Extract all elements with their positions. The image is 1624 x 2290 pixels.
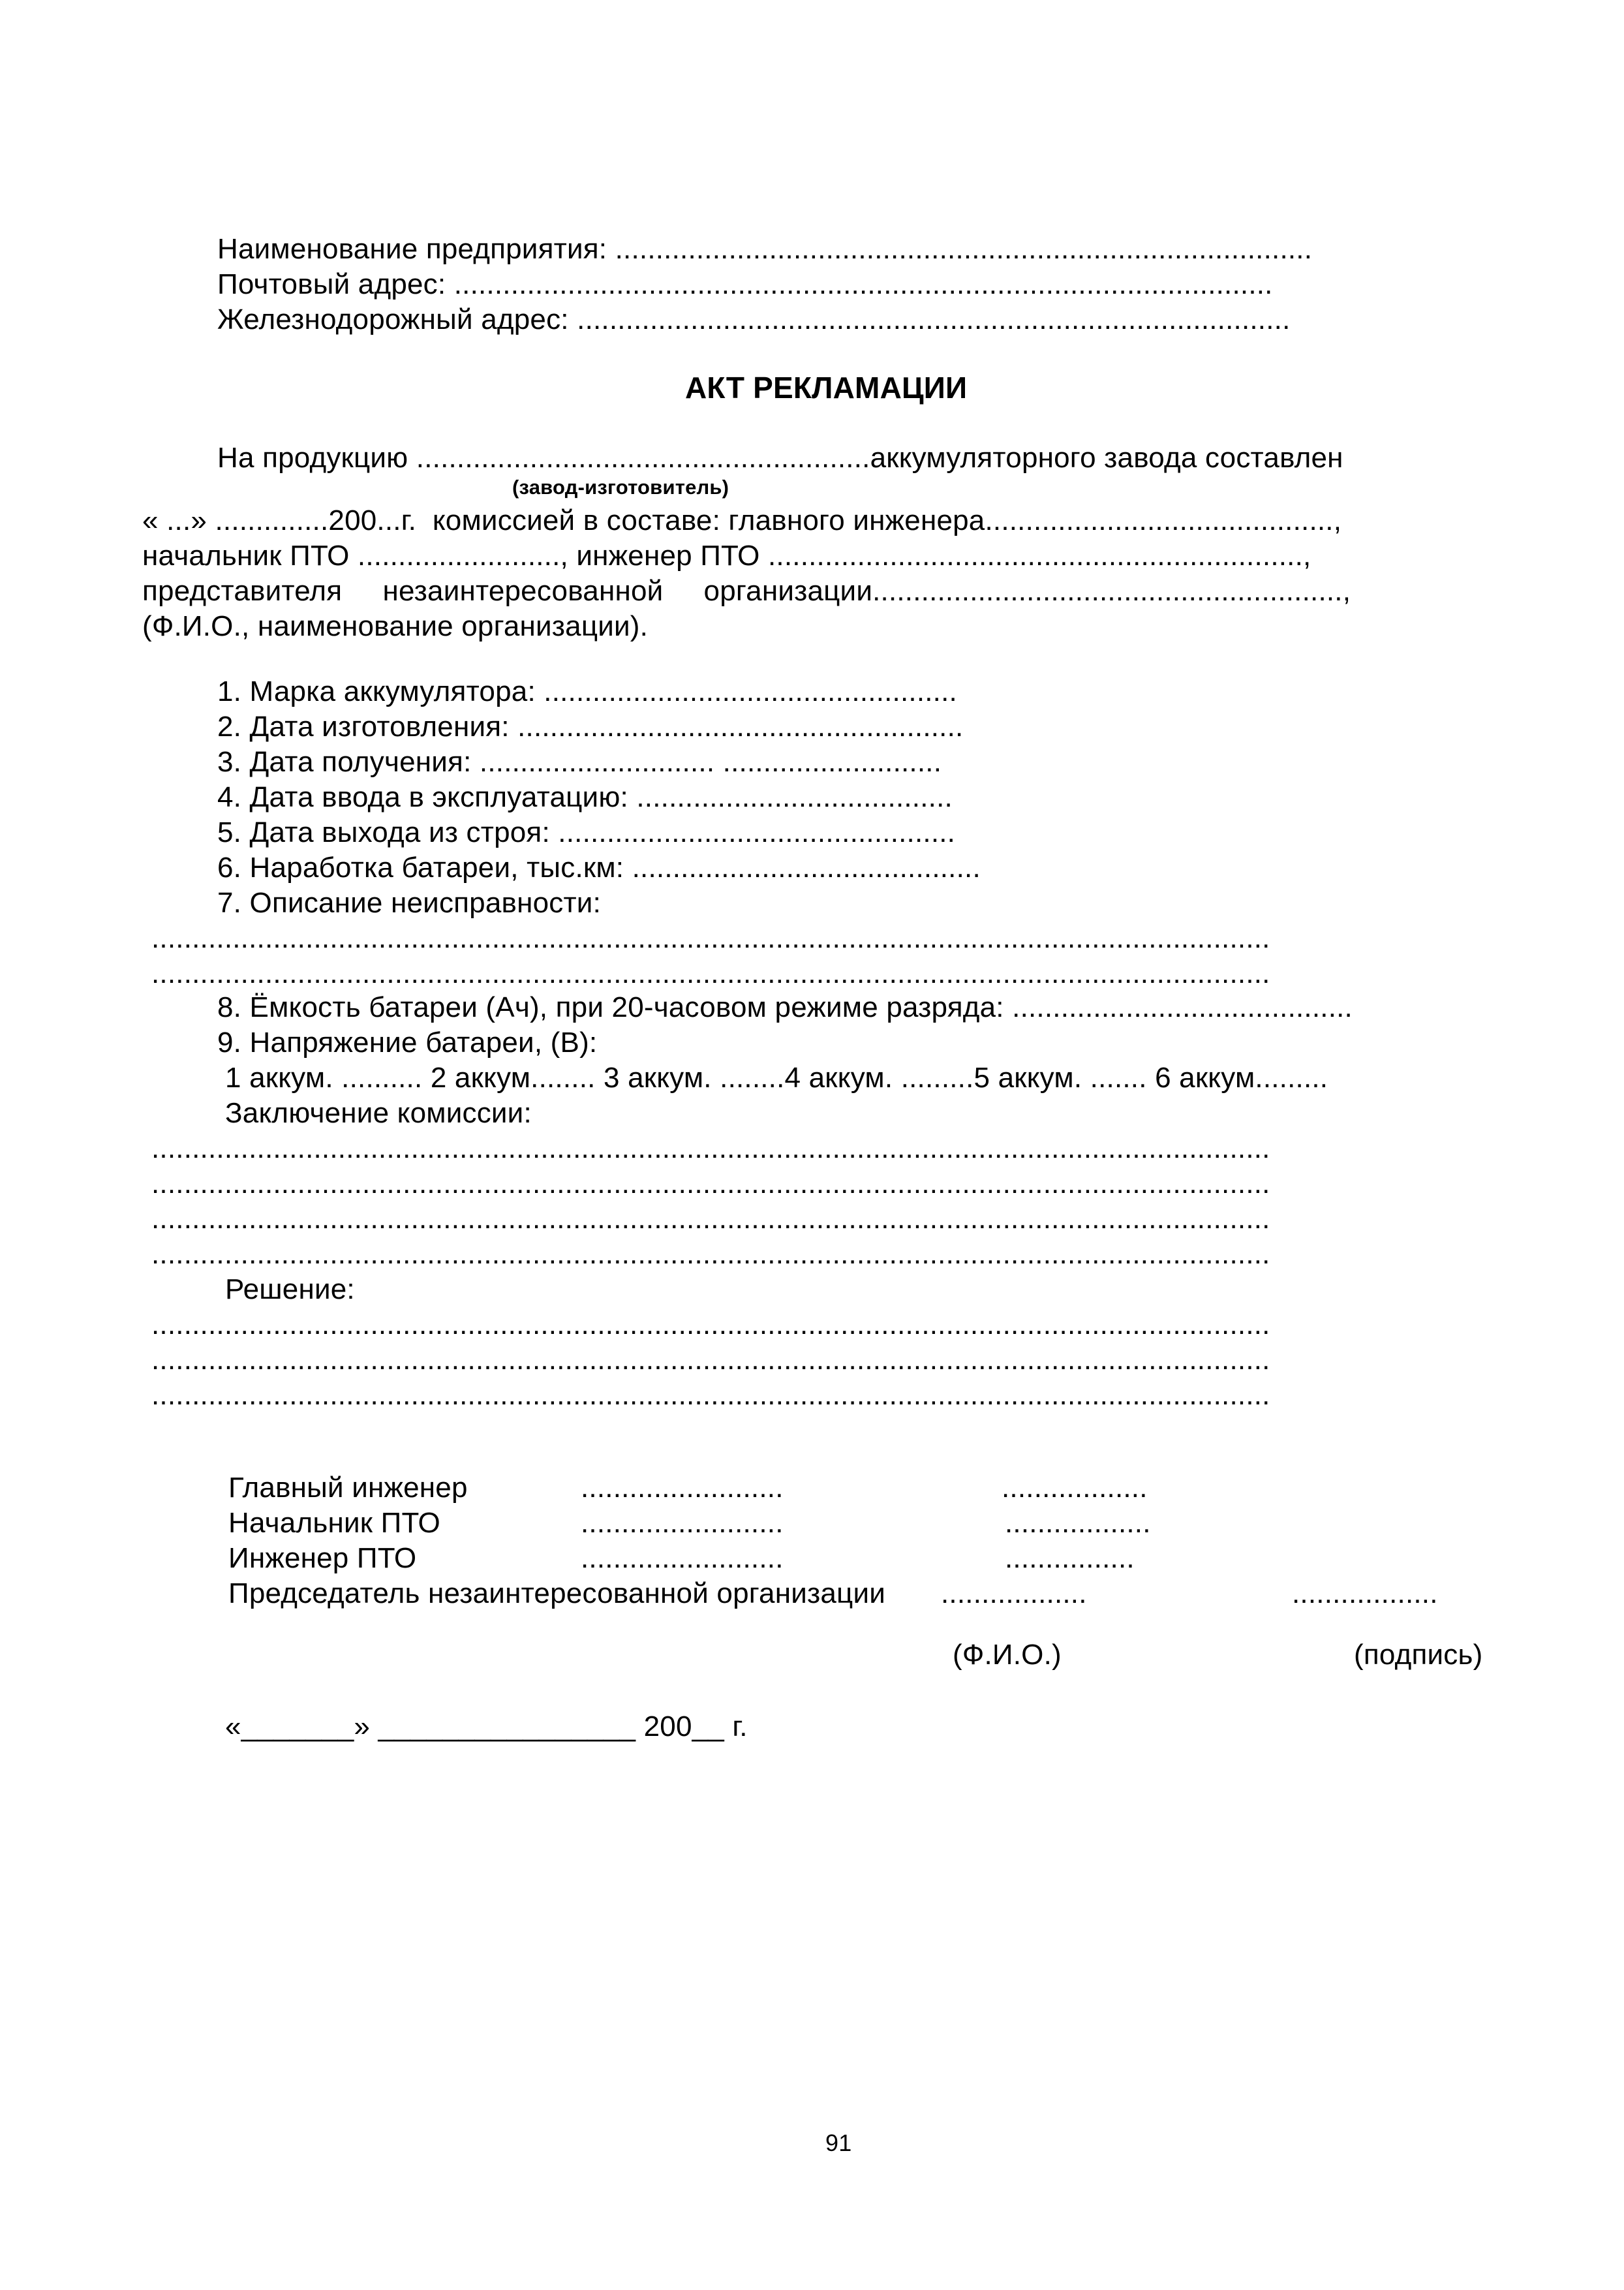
signature-pto-head-sign: ..................	[1005, 1507, 1151, 1539]
document-title: АКТ РЕКЛАМАЦИИ	[685, 371, 968, 405]
intro-line-fio: (Ф.И.О., наименование организации).	[142, 610, 649, 642]
item-failure-date: 5. Дата выхода из строя: .................................................	[217, 816, 956, 848]
dotted-line: ..........................................................................................................................................	[151, 922, 1270, 954]
page-number: 91	[825, 2129, 852, 2156]
item-cells-voltage: 1 аккум. .......... 2 аккум........ 3 аккум. ........4 аккум. .........5 аккум. ....... 6 аккум.........	[225, 1062, 1328, 1094]
dotted-line: ..........................................................................................................................................	[151, 957, 1270, 989]
dotted-line: ..........................................................................................................................................	[151, 1344, 1270, 1376]
dotted-line: ..........................................................................................................................................	[151, 1168, 1270, 1199]
dotted-line: ..........................................................................................................................................	[151, 1308, 1270, 1340]
dotted-line: ..........................................................................................................................................	[151, 1132, 1270, 1164]
signature-chief-engineer-name: .........................	[581, 1472, 784, 1504]
signature-chairman-label: Председатель незаинтересованной организации	[228, 1577, 886, 1609]
signature-chairman-name: ..................	[941, 1577, 1087, 1609]
signature-pto-engineer-sign: ................	[1005, 1542, 1135, 1574]
signature-caption: (подпись)	[1354, 1639, 1483, 1671]
signature-pto-engineer-label: Инженер ПТО	[228, 1542, 417, 1574]
decision-label: Решение:	[225, 1273, 355, 1305]
commission-conclusion-label: Заключение комиссии:	[225, 1097, 532, 1129]
dotted-line: ..........................................................................................................................................	[151, 1379, 1270, 1411]
signature-pto-head-label: Начальник ПТО	[228, 1507, 440, 1539]
signature-chief-engineer-sign: ..................	[1002, 1472, 1148, 1504]
item-receipt-date: 3. Дата получения: ............................. ...........................	[217, 746, 942, 778]
item-fault-description: 7. Описание неисправности:	[217, 887, 602, 919]
intro-line-representative: представителя незаинтересованной организации..........................................................,	[142, 575, 1351, 607]
dotted-line: ..........................................................................................................................................	[151, 1203, 1270, 1235]
signature-pto-engineer-name: .........................	[581, 1542, 784, 1574]
intro-line-product: На продукцию ........................................................аккумуляторного завода составлен	[217, 442, 1343, 474]
fio-caption: (Ф.И.О.)	[953, 1639, 1062, 1671]
intro-line-pto: начальник ПТО ........................., инженер ПТО ..................................................................,	[142, 540, 1311, 572]
dotted-line: ..........................................................................................................................................	[151, 1238, 1270, 1270]
company-name-field: Наименование предприятия: ......................................................................................	[217, 233, 1313, 265]
item-commissioning-date: 4. Дата ввода в эксплуатацию: .......................................	[217, 781, 953, 813]
manufacturer-caption: (завод-изготовитель)	[512, 476, 729, 499]
item-voltage: 9. Напряжение батареи, (В):	[217, 1027, 598, 1059]
item-manufacture-date: 2. Дата изготовления: .......................................................	[217, 711, 964, 743]
item-battery-brand: 1. Марка аккумулятора: ...................................................	[217, 675, 957, 707]
intro-line-commission: « ...» ..............200...г. комиссией в составе: главного инженера...........................................,	[142, 504, 1342, 536]
item-battery-mileage: 6. Наработка батареи, тыс.км: ...........................................	[217, 852, 981, 884]
signature-chief-engineer-label: Главный инженер	[228, 1472, 468, 1504]
signature-pto-head-name: .........................	[581, 1507, 784, 1539]
postal-address-field: Почтовый адрес: .....................................................................................................	[217, 268, 1273, 300]
item-capacity: 8. Ёмкость батареи (Ач), при 20-часовом режиме разряда: ..........................................	[217, 991, 1353, 1023]
railway-address-field: Железнодорожный адрес: ........................................................................................	[217, 303, 1291, 335]
date-line: «_______» ________________ 200__ г.	[225, 1710, 748, 1742]
signature-chairman-sign: ..................	[1292, 1577, 1438, 1609]
